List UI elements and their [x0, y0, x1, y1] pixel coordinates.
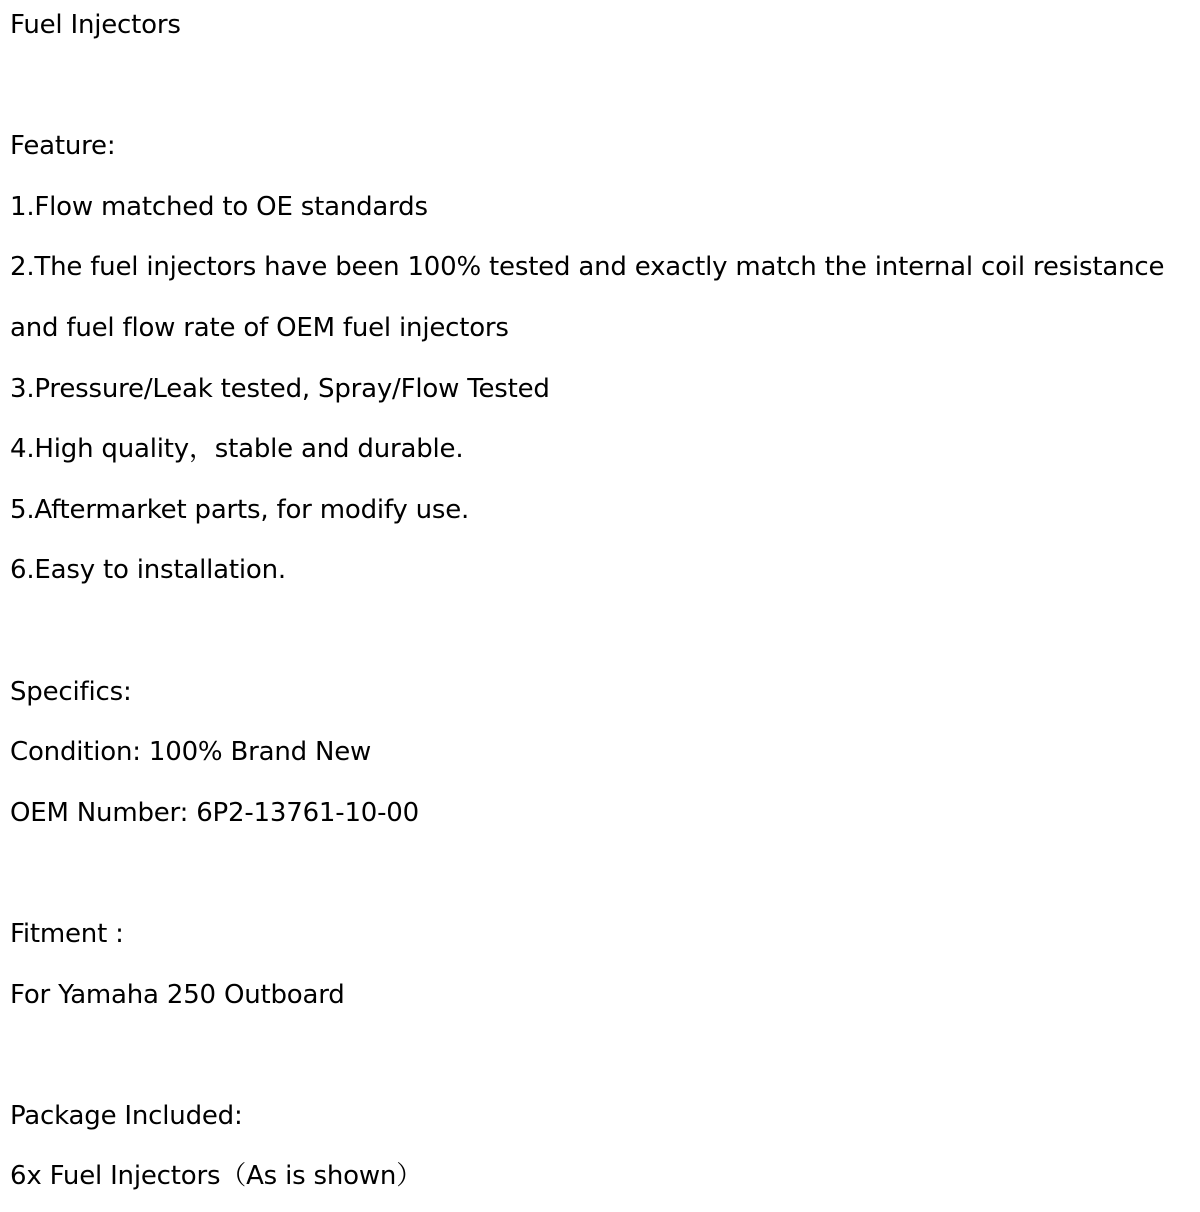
document-title: Fuel Injectors	[10, 10, 181, 40]
fitment-item: For Yamaha 250 Outboard	[10, 979, 345, 1010]
fitment-heading: Fitment :	[10, 918, 124, 949]
feature-item-5: 5.Aftermarket parts, for modify use.	[10, 494, 470, 525]
product-description	[10, 0, 1190, 1212]
package-item: 6x Fuel Injectors（As is shown）	[10, 1161, 422, 1192]
feature-item-1: 1.Flow matched to OE standards	[10, 191, 428, 222]
spacer	[10, 848, 1190, 909]
feature-item-6: 6.Easy to installation.	[10, 555, 286, 586]
feature-heading: Feature:	[10, 131, 116, 162]
feature-item-2: 2.The fuel injectors have been 100% tested and exactly match the internal coil resistance	[10, 252, 1165, 283]
feature-item-4: 4.High quality，stable and durable.	[10, 434, 464, 465]
feature-item-2-continued: and fuel flow rate of OEM fuel injectors	[10, 312, 509, 343]
specifics-heading: Specifics:	[10, 676, 132, 707]
package-heading: Package Included:	[10, 1100, 243, 1131]
spacer	[10, 61, 1190, 122]
feature-item-3: 3.Pressure/Leak tested, Spray/Flow Tested	[10, 373, 550, 404]
spacer	[10, 606, 1190, 667]
specifics-condition: Condition: 100% Brand New	[10, 737, 372, 768]
specifics-oem-number: OEM Number: 6P2-13761-10-00	[10, 797, 419, 828]
spacer	[10, 1030, 1190, 1091]
